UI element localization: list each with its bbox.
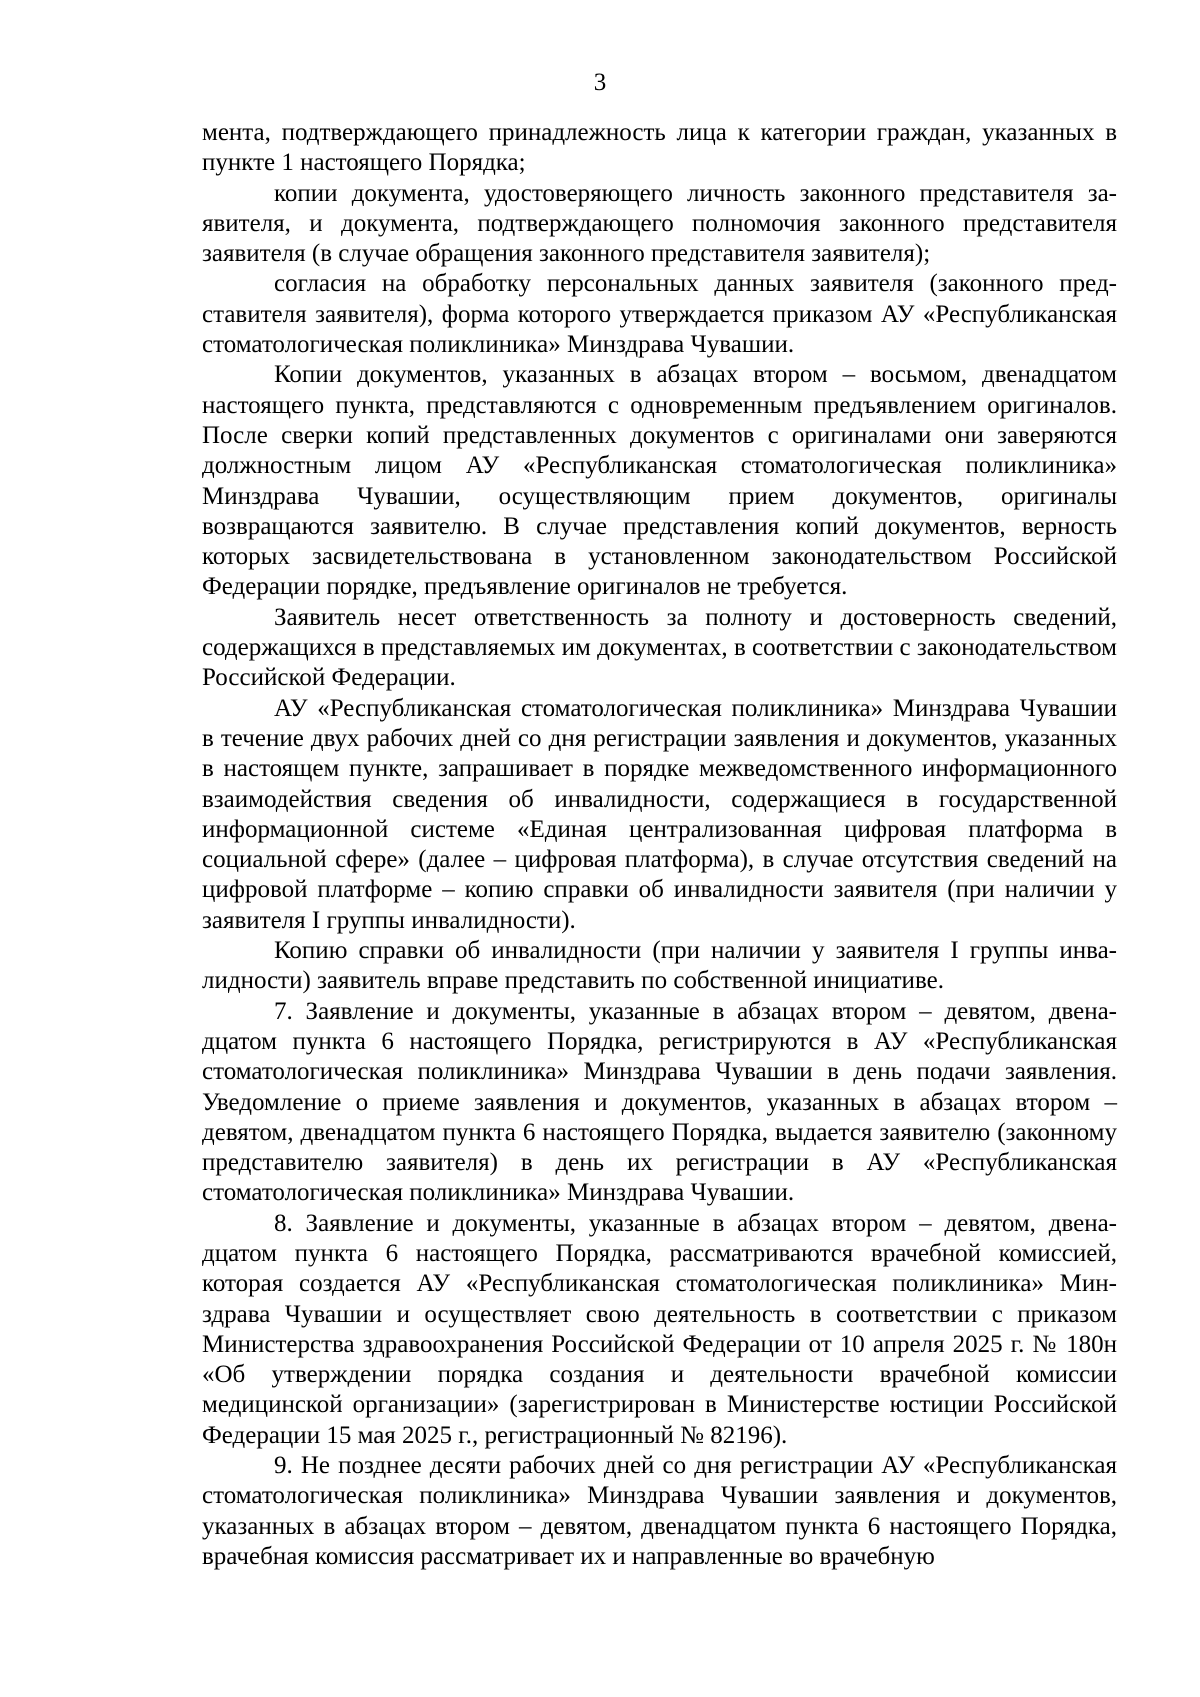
paragraph-document-copies: Копии документов, указанных в абзацах втором – восьмом, двенадцатом настоящего пункта, представляются с одновременным предъявлением оригиналов. После сверки копий представленных документов с оригиналами они заверяются должностным лицом АУ «Республиканская стоматологическая поликлиника» Минздрава Чувашии, осуществляющим прием документов, оригиналы возвращаются заявителю. В случае представления копий документов, верность которых засвидетельствована в установленном законодательством Российской Федерации порядке, предъявление оригиналов не требуется. <box>202 361 1117 601</box>
page-number: 3 <box>593 69 607 96</box>
document-body <box>202 118 1117 1572</box>
paragraph-continuation: мента, подтверждающего принадлежность лица к категории граждан, указанных в пункте 1 настоящего Порядка; <box>202 119 1117 177</box>
paragraph-disability-certificate: Копию справки об инвалидности (при наличии у заявителя I группы инвалидности) заявитель вправе представить по собственной инициативе. <box>202 937 1117 995</box>
paragraph-item-9: 9. Не позднее десяти рабочих дней со дня регистрации АУ «Республиканская стоматологическая поликлиника» Минздрава Чувашии заявления и документов, указанных в абзацах втором – девятом, двенадцатом пункта 6 настоящего Порядка, врачебная комиссия рассматривает их и направленные во врачебную <box>202 1452 1117 1570</box>
paragraph-applicant-responsibility: Заявитель несет ответственность за полноту и достоверность сведений, содержащихся в представляемых им документах, в соответствии с законодательством Российской Федерации. <box>202 603 1117 692</box>
paragraph-item-7: 7. Заявление и документы, указанные в абзацах втором – девятом, двенадцатом пункта 6 настоящего Порядка, регистрируются в АУ «Республиканская стоматологическая поликлиника» Минздрава Чувашии в день подачи заявления. Уведомление о приеме заявления и документов, указанных в абзацах втором – девятом, двенадцатом пункта 6 настоящего Порядка, выдается заявителю (законному представителю заявителя) в день их регистрации в АУ «Республиканская стоматологическая поликлиника» Минздрава Чувашии. <box>202 997 1117 1207</box>
paragraph-representative-documents: копии документа, удостоверяющего личность законного представителя заявителя, и документа, подтверждающего полномочия законного представителя заявителя (в случае обращения законного представителя заявителя); <box>202 179 1117 268</box>
paragraph-disability-request: АУ «Республиканская стоматологическая поликлиника» Минздрава Чувашии в течение двух рабочих дней со дня регистрации заявления и документов, указанных в настоящем пункте, запрашивает в порядке межведомственного информационного взаимодействия сведения об инвалидности, содержащиеся в государственной информационной системе «Единая централизованная цифровая платформа в социальной сфере» (далее – цифровая платформа), в случае отсутствия сведений на цифровой платформе – копию справки об инвалидности заявителя (при наличии у заявителя I группы инвалидности). <box>202 694 1117 934</box>
paragraph-personal-data-consent: согласия на обработку персональных данных заявителя (законного представителя заявителя), форма которого утверждается приказом АУ «Республиканская стоматологическая поликлиника» Минздрава Чувашии. <box>202 270 1117 359</box>
paragraph-item-8: 8. Заявление и документы, указанные в абзацах втором – девятом, двенадцатом пункта 6 настоящего Порядка, рассматриваются врачебной комиссией, которая создается АУ «Республиканская стоматологическая поликлиника» Минздрава Чувашии и осуществляет свою деятельность в соответствии с приказом Министерства здравоохранения Российской Федерации от 10 апреля 2025 г. № 180н «Об утверждении порядка создания и деятельности врачебной комиссии медицинской организации» (зарегистрирован в Министерстве юстиции Российской Федерации 15 мая 2025 г., регистрационный № 82196). <box>202 1209 1117 1449</box>
